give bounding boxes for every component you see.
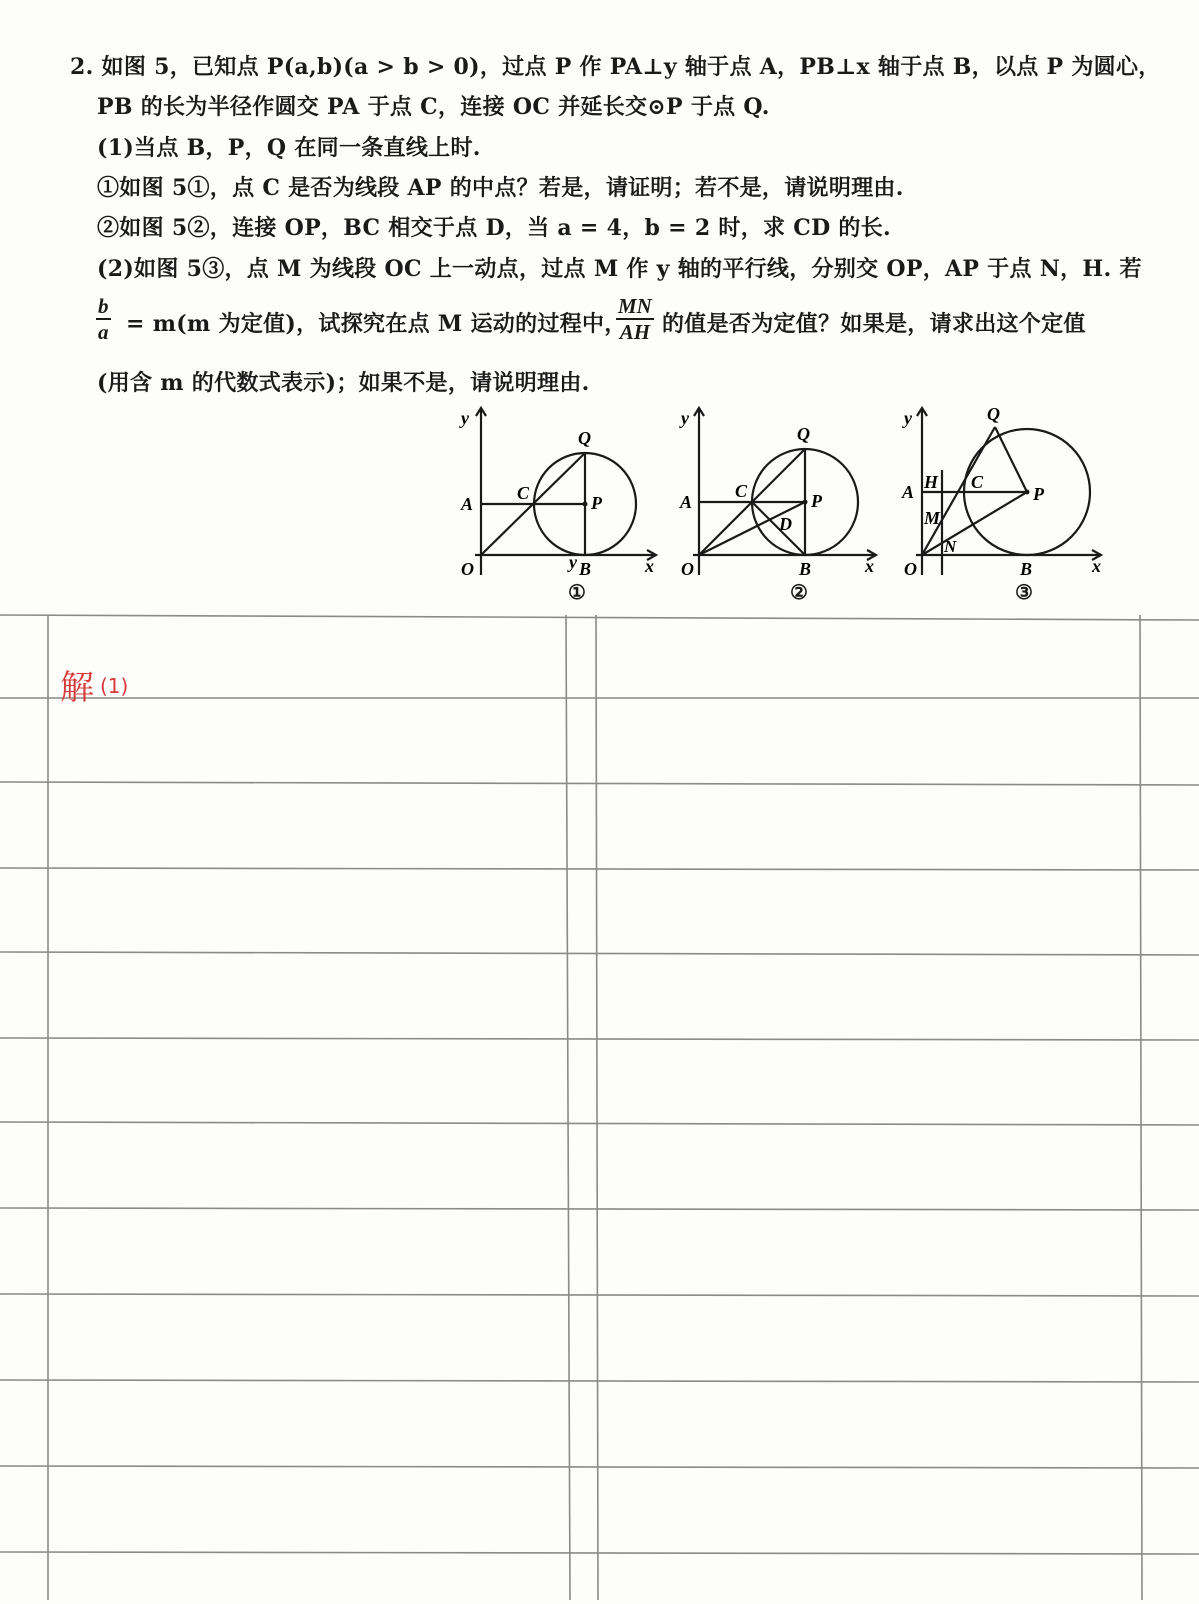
figure-3: [900, 400, 1115, 589]
figure-3-diagram: [900, 400, 1115, 585]
problem-line-7-mid: = m(m 为定值)，试探究在点 M 运动的过程中，: [126, 311, 627, 337]
label-b: B: [1020, 559, 1033, 579]
label-d: D: [779, 514, 792, 534]
fraction-numerator: MN: [618, 294, 652, 318]
figure-2-caption: ②: [790, 580, 808, 604]
label-p: P: [591, 493, 602, 513]
label-y-axis: y: [681, 408, 689, 428]
rule-line: [0, 1122, 1199, 1125]
problem-line-8: (用含 m 的代数式表示)；如果不是，请说明理由.: [97, 370, 590, 396]
problem-line-5: ②如图 5②，连接 OP，BC 相交于点 D，当 a = 4，b = 2 时，求 CD 的长.: [97, 215, 891, 241]
rule-line: [0, 952, 1199, 955]
problem-line-6: (2)如图 5③，点 M 为线段 OC 上一动点，过点 M 作 y 轴的平行线，分别交 OP，AP 于点 N，H. 若: [97, 256, 1142, 282]
label-q: Q: [578, 428, 591, 448]
label-p: P: [811, 491, 822, 511]
label-x: x: [1092, 556, 1101, 576]
problem-line-1: 2. 如图 5，已知点 P(a,b)(a > b > 0)，过点 P 作 PA⊥y 轴于点 A，PB⊥x 轴于点 B，以点 P 为圆心，: [70, 54, 1161, 80]
figure-3-caption: ③: [1015, 580, 1033, 604]
point-p: [583, 502, 588, 507]
solution-label: [60, 660, 128, 709]
label-c: C: [971, 472, 984, 492]
label-q: Q: [797, 424, 810, 444]
label-q: Q: [987, 404, 1000, 424]
rule-line: [0, 1294, 1199, 1296]
label-c: C: [517, 483, 530, 503]
part-label: (1): [100, 674, 129, 698]
rule-line: [0, 615, 1199, 620]
problem-line-4: ①如图 5①，点 C 是否为线段 AP 的中点？若是，请证明；若不是，请说明理由.: [97, 175, 904, 201]
label-c: C: [735, 481, 748, 501]
figure-1-caption: ①: [568, 580, 586, 604]
rule-line: [0, 1380, 1199, 1382]
rule-line: [0, 868, 1199, 870]
fraction-b-over-a: [96, 294, 111, 344]
column-line: [596, 615, 598, 1600]
figure-2-diagram: [675, 400, 885, 585]
label-a: A: [680, 492, 693, 512]
label-x: x: [645, 556, 654, 576]
label-x: x: [865, 556, 874, 576]
figure-1-diagram: [455, 400, 665, 585]
solution-char: 解: [60, 668, 94, 708]
figure-2: [675, 400, 885, 589]
problem-line-3: (1)当点 B，P，Q 在同一条直线上时.: [97, 135, 481, 161]
fraction-denominator: AH: [619, 320, 651, 344]
rule-line: [0, 1038, 1199, 1040]
label-a: A: [902, 482, 915, 502]
label-m: M: [924, 508, 941, 528]
fraction-mn-over-ah: [616, 294, 654, 344]
label-b: B: [799, 559, 812, 579]
point-p: [1025, 490, 1030, 495]
ruled-grid: [0, 600, 1199, 1600]
figure-1: [455, 400, 665, 589]
rule-line: [0, 1552, 1199, 1554]
problem-statement: [0, 0, 1199, 620]
label-y: y: [569, 552, 577, 572]
label-o: O: [904, 559, 917, 579]
label-n: N: [944, 537, 957, 556]
problem-line-2: PB 的长为半径作圆交 PA 于点 C，连接 OC 并延长交⊙P 于点 Q.: [97, 94, 770, 120]
column-line: [1140, 615, 1142, 1600]
rule-line: [0, 782, 1199, 785]
segment-qp: [995, 427, 1027, 492]
label-a: A: [461, 494, 474, 514]
column-line: [566, 615, 570, 1600]
label-o: O: [461, 559, 474, 579]
rule-line: [0, 1208, 1199, 1210]
label-y-axis: y: [461, 408, 469, 428]
label-b: B: [579, 559, 592, 579]
label-h: H: [924, 472, 939, 492]
point-p: [803, 500, 808, 505]
label-o: O: [681, 559, 694, 579]
problem-line-7-end: 的值是否为定值？如果是，请求出这个定值: [662, 311, 1086, 337]
fraction-denominator: a: [98, 320, 109, 344]
fraction-numerator: b: [98, 294, 109, 318]
rule-line: [0, 1466, 1199, 1468]
answer-area: [0, 600, 1199, 1600]
label-p: P: [1033, 484, 1044, 504]
label-y-axis: y: [904, 408, 912, 428]
